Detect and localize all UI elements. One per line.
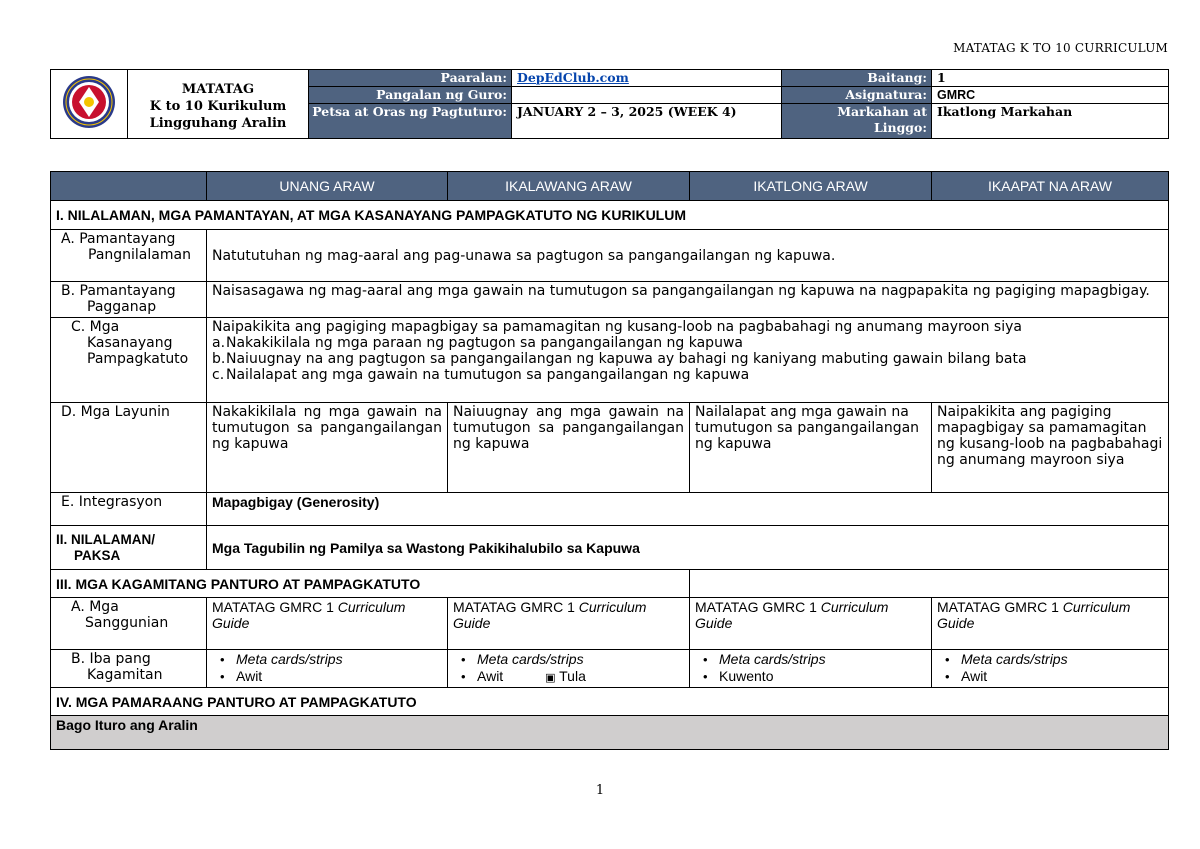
corner-cell <box>51 172 207 201</box>
item-text: Tula <box>559 668 586 684</box>
item-letter: c. <box>212 367 225 383</box>
asignatura-label: Asignatura: <box>782 87 932 104</box>
layunin-day-1: Nakakikilala ng mga gawain na tumutugon sa pangangailangan ng kapuwa <box>207 403 448 493</box>
petsa-label: Petsa at Oras ng Pagtuturo: <box>309 104 512 139</box>
kagamitan-day-3 <box>690 650 932 688</box>
ref-italic: Curriculum <box>1062 599 1131 615</box>
label-line: B. Iba pang <box>71 651 151 667</box>
label-line: PAKSA <box>74 547 121 563</box>
ref-prefix: MATATAG GMRC 1 <box>453 599 579 615</box>
kasanayan-list <box>212 335 1163 383</box>
ref-italic: Guide <box>453 615 491 631</box>
col-day-3: IKATLONG ARAW <box>690 172 932 201</box>
label-line: C. Mga <box>71 319 120 335</box>
item-text: Meta cards/strips <box>961 651 1068 667</box>
markahan-label: Markahan at Linggo: <box>782 104 932 139</box>
section-1-title: I. NILALAMAN, MGA PAMANTAYAN, AT MGA KASANAYANG PAMPAGKATUTO NG KURIKULUM <box>51 201 1169 230</box>
ref-prefix: MATATAG GMRC 1 <box>937 599 1063 615</box>
item-text: Naiuugnay na ang pagtugon sa pangangailangan ng kapuwa ay bahagi ng kaniyang mabuting gawain bilang bata <box>226 351 1027 367</box>
sanggunian-day-1 <box>207 598 448 650</box>
item-letter: b. <box>212 351 226 367</box>
list-item <box>945 668 1163 685</box>
row-label-b <box>51 282 207 318</box>
item-letter: a. <box>212 335 226 351</box>
item-text: Nakakikilala ng mga paraan ng pagtugon sa pangangailangan ng kapuwa <box>226 335 743 351</box>
label-line: Kagamitan <box>87 667 163 683</box>
lesson-plan-table <box>50 171 1169 750</box>
item-text: Meta cards/strips <box>719 651 826 667</box>
pamantayang-pangnilalaman: Natututuhan ng mag-aaral ang pag-unawa sa pagtugon sa pangangailangan ng kapuwa. <box>207 230 1169 282</box>
ref-italic: Guide <box>212 615 250 631</box>
baitang-label: Baitang: <box>782 70 932 87</box>
label-line: A. Mga <box>71 599 119 615</box>
row-label-c <box>51 318 207 403</box>
col-day-2: IKALAWANG ARAW <box>448 172 690 201</box>
section-2-label <box>51 526 207 570</box>
deped-seal-icon <box>62 75 116 129</box>
page-number: 1 <box>595 783 605 798</box>
integrasyon-value: Mapagbigay (Generosity) <box>207 493 1169 526</box>
checkbox-icon: ▣ <box>545 672 556 684</box>
list-item <box>703 651 926 668</box>
item-text: Meta cards/strips <box>236 651 343 667</box>
item-text: Nailalapat ang mga gawain na tumutugon sa pangangailangan ng kapuwa <box>226 367 750 383</box>
title-line-2: K to 10 Kurikulum <box>149 98 287 114</box>
sanggunian-day-3 <box>690 598 932 650</box>
kagamitan-day-4 <box>932 650 1169 688</box>
col-day-1: UNANG ARAW <box>207 172 448 201</box>
ref-italic: Guide <box>937 615 975 631</box>
guro-value <box>512 87 782 104</box>
item-text: Meta cards/strips <box>477 651 584 667</box>
list-item <box>220 668 442 685</box>
paaralan-label: Paaralan: <box>309 70 512 87</box>
running-head: MATATAG K TO 10 CURRICULUM <box>953 41 1168 55</box>
markahan-value: Ikatlong Markahan <box>932 104 1169 139</box>
paksa-value: Mga Tagubilin ng Pamilya sa Wastong Pakikihalubilo sa Kapuwa <box>207 526 1169 570</box>
baitang-value: 1 <box>932 70 1169 87</box>
layunin-day-3: Nailalapat ang mga gawain na tumutugon sa pangangailangan ng kapuwa <box>690 403 932 493</box>
label-line: Pangnilalaman <box>88 247 191 263</box>
item-text: Awit <box>961 668 988 684</box>
label-line: A. Pamantayang <box>61 231 176 247</box>
list-item <box>945 651 1163 668</box>
label-line: Pampagkatuto <box>87 351 189 367</box>
label-line: B. Pamantayang <box>61 283 176 299</box>
list-item <box>212 367 1163 383</box>
title-line-3: Lingguhang Aralin <box>149 115 287 131</box>
bago-ituro-heading: Bago Ituro ang Aralin <box>51 716 1169 750</box>
ref-italic: Curriculum <box>337 599 406 615</box>
ref-italic: Curriculum <box>820 599 889 615</box>
section-4-title: IV. MGA PAMARAANG PANTURO AT PAMPAGKATUTO <box>51 688 1169 716</box>
list-item <box>220 651 442 668</box>
ref-italic: Guide <box>695 615 733 631</box>
list-item <box>461 651 684 668</box>
item-text: Awit <box>236 668 263 684</box>
list-item <box>703 668 926 685</box>
layunin-day-2: Naiuugnay ang mga gawain na tumutugon sa pangangailangan ng kapuwa <box>448 403 690 493</box>
column-header-row <box>51 172 1169 201</box>
label-line: Kasanayang <box>87 335 173 351</box>
item-text: Awit <box>477 668 504 684</box>
row-label-kagamitan <box>51 650 207 688</box>
kasanayang-pampagkatuto <box>207 318 1169 403</box>
layunin-day-4: Naipakikita ang pagiging mapagbigay sa pamamagitan ng kusang-loob na pagbabahagi ng anumang mayroon siya <box>932 403 1169 493</box>
item-text: Kuwento <box>719 668 774 684</box>
ref-prefix: MATATAG GMRC 1 <box>212 599 338 615</box>
header-title <box>128 70 309 139</box>
kasanayan-main: Naipakikita ang pagiging mapagbigay sa pamamagitan ng kusang-loob na pagbabahagi ng anumang mayroon siya <box>212 319 1022 335</box>
label-line: Pagganap <box>87 299 157 315</box>
lesson-header-table <box>50 69 1169 139</box>
kagamitan-day-2 <box>448 650 690 688</box>
list-item <box>212 351 1163 367</box>
section-3-empty <box>690 570 1169 598</box>
ref-prefix: MATATAG GMRC 1 <box>695 599 821 615</box>
deped-logo <box>51 70 128 139</box>
petsa-value: JANUARY 2 – 3, 2025 (WEEK 4) <box>512 104 782 139</box>
row-label-d: D. Mga Layunin <box>51 403 207 493</box>
label-line: II. NILALAMAN/ <box>56 531 155 547</box>
sanggunian-day-2 <box>448 598 690 650</box>
guro-label: Pangalan ng Guro: <box>309 87 512 104</box>
col-day-4: IKAAPAT NA ARAW <box>932 172 1169 201</box>
list-item <box>461 668 684 686</box>
paaralan-link[interactable]: DepEdClub.com <box>517 70 629 85</box>
paaralan-value[interactable] <box>512 70 782 87</box>
ref-italic: Curriculum <box>578 599 647 615</box>
row-label-sanggunian <box>51 598 207 650</box>
label-line: Sanggunian <box>85 615 169 631</box>
section-3-title: III. MGA KAGAMITANG PANTURO AT PAMPAGKATUTO <box>51 570 690 598</box>
asignatura-value: GMRC <box>932 87 1169 104</box>
kagamitan-day-1 <box>207 650 448 688</box>
list-item <box>212 335 1163 351</box>
pamantayang-pagganap: Naisasagawa ng mag-aaral ang mga gawain na tumutugon sa pangangailangan ng kapuwa na nagpapakita ng pagiging mapagbigay. <box>207 282 1169 318</box>
row-label-e: E. Integrasyon <box>51 493 207 526</box>
row-label-a <box>51 230 207 282</box>
sanggunian-day-4 <box>932 598 1169 650</box>
title-line-1: MATATAG <box>181 81 255 97</box>
